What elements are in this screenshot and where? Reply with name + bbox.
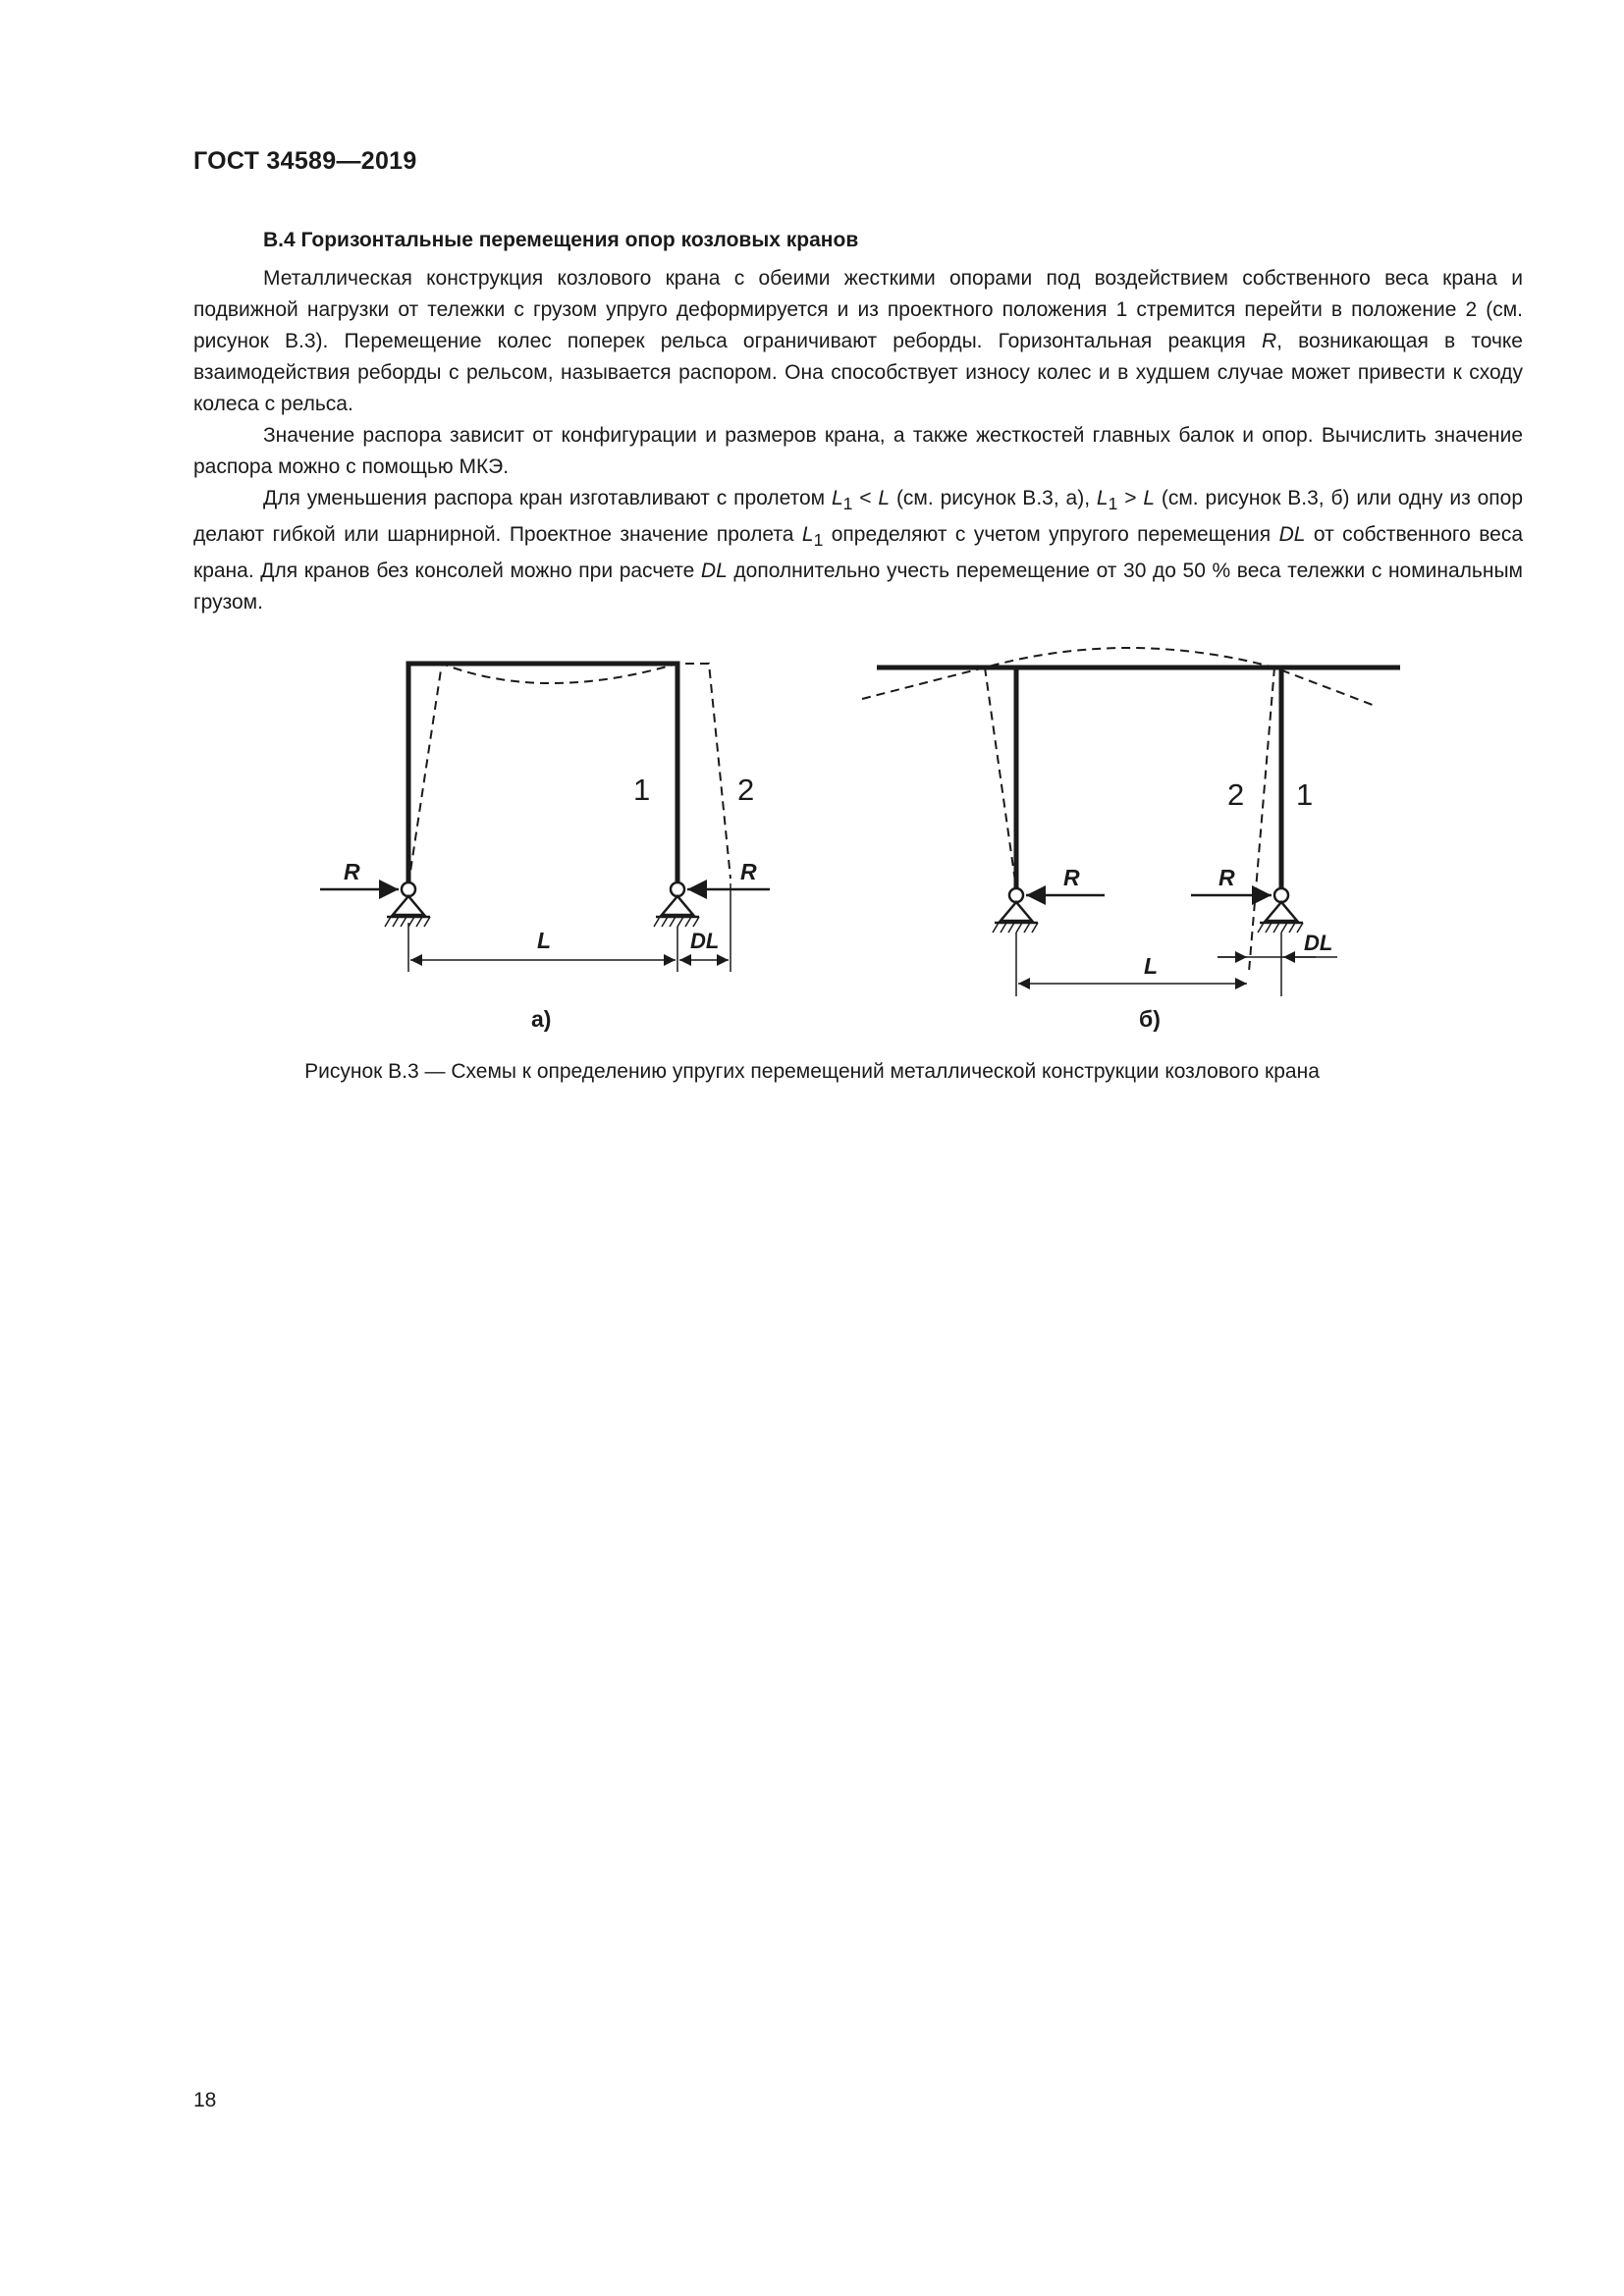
document-header: ГОСТ 34589—2019: [193, 147, 417, 175]
label-a-2: 2: [737, 773, 755, 807]
label-b-2: 2: [1227, 777, 1245, 812]
label-b-sublabel: б): [1139, 1006, 1161, 1032]
figure-caption: Рисунок В.3 — Схемы к определению упругих перемещений металлической конструкции козлового крана: [304, 1060, 1320, 1083]
label-b-1: 1: [1296, 777, 1314, 812]
girder-b-dashed: [862, 648, 1378, 707]
label-a-L: L: [537, 928, 552, 953]
label-a-DL: DL: [690, 929, 720, 953]
diagram-a: [320, 664, 770, 972]
paragraph-1: Металлическая конструкция козлового крана с обеими жесткими опорами под воздействием собственного веса крана и подвижной нагрузки от тележки с грузом упруго деформируется и из проектного положения 1 стремится перейти в положение 2 (см. рисунок В.3). Перемещение колес поперек рельса ограничивают реборды. Горизонтальная реакция R, возникающая в точке взаимодействия реборды с рельсом, называется распором. Она способствует износу колес и в худшем случае может привести к сходу колеса с рельса.: [193, 267, 1523, 415]
labels-a: [344, 773, 757, 1032]
label-a-1: 1: [633, 773, 651, 807]
section-title: В.4 Горизонтальные перемещения опор козловых кранов: [263, 229, 859, 251]
body-text: [193, 263, 1523, 618]
label-b-L: L: [1144, 953, 1159, 979]
label-b-DL: DL: [1304, 931, 1333, 955]
label-a-R-right: R: [740, 859, 757, 884]
page-number: 18: [193, 2089, 217, 2111]
label-a-sublabel: а): [531, 1006, 552, 1032]
paragraph-2: Значение распора зависит от конфигурации и размеров крана, а также жесткостей главных балок и опор. Вычислить значение распора можно с помощью МКЭ.: [193, 424, 1523, 478]
label-a-R-left: R: [344, 859, 360, 884]
frame-a-dashed: [408, 664, 731, 884]
paragraph-3: Для уменьшения распора кран изготавливают с пролетом $L_1 < L$ (см. рисунок В.3, а), $L_1 > L$ (см. рисунок В.3, б) или одну из опор делают гибкой или шарнирной. Проектное значение пролета $L_1$ определяют с учетом упругого перемещения DL от собственного веса крана. Для кранов без консолей можно при расчете DL дополнительно учесть перемещение от 30 до 50 % веса тележки с номинальным грузом.: [193, 487, 1524, 614]
figure-b3: [295, 628, 1404, 1041]
label-b-R-left: R: [1063, 865, 1080, 890]
label-b-R-right: R: [1218, 865, 1235, 890]
labels-b: [1063, 777, 1332, 1032]
